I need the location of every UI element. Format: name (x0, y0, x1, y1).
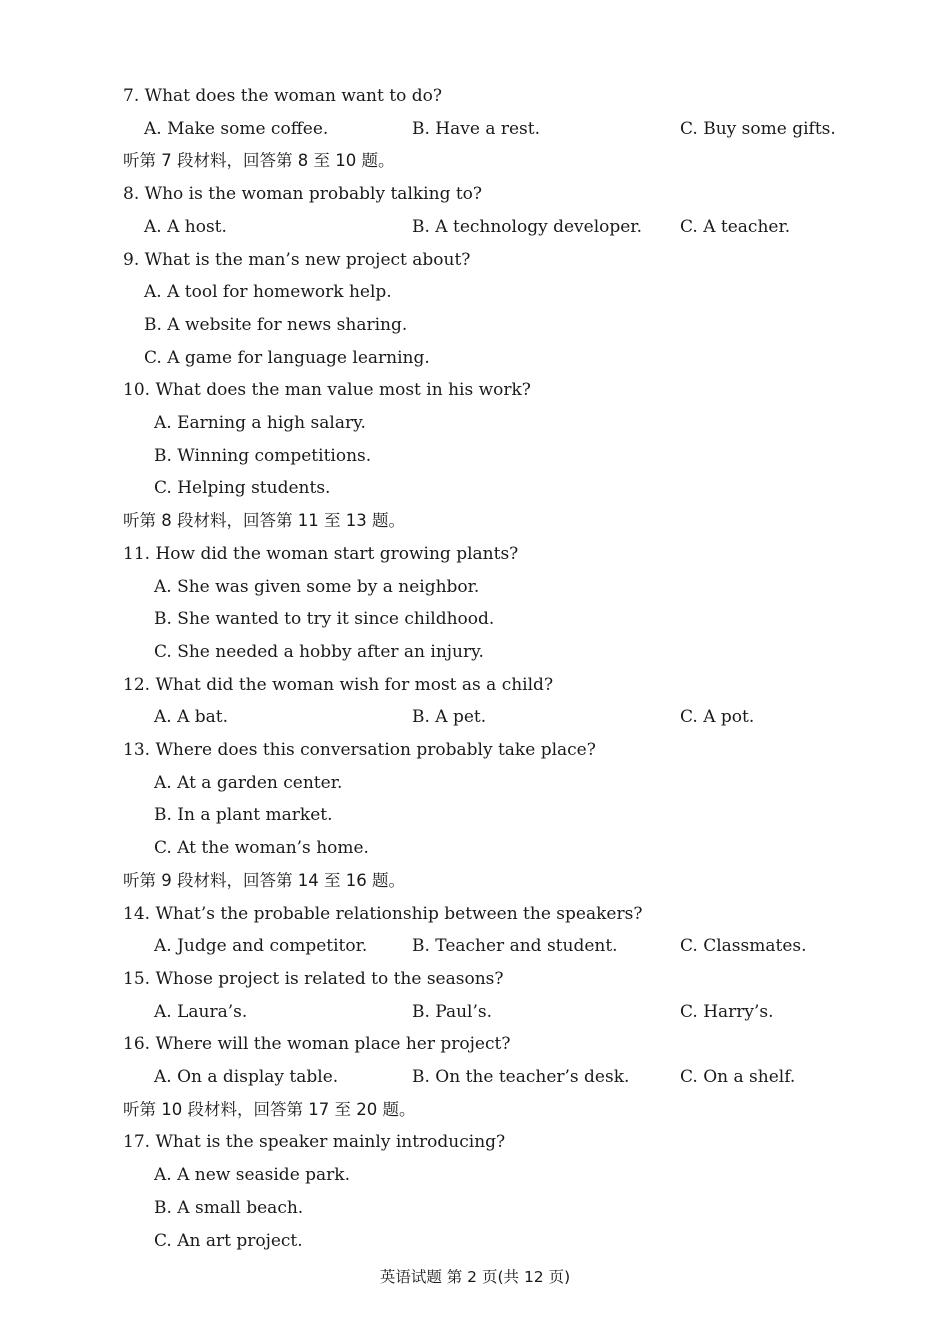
answer-option: B. She wanted to try it since childhood. (154, 609, 495, 629)
answer-option: A. A new seaside park. (154, 1165, 351, 1185)
section-instruction: 听第 9 段材料，回答第 14 至 16 题。 (123, 871, 405, 890)
answer-option: C. A game for language learning. (144, 348, 430, 368)
answer-options-row (0, 801, 950, 829)
answer-option: C. Classmates. (680, 936, 807, 956)
answer-options-row (0, 474, 950, 502)
answer-option: C. Helping students. (154, 478, 331, 498)
answer-option: A. She was given some by a neighbor. (154, 577, 480, 597)
answer-option: B. Teacher and student. (412, 936, 618, 956)
question-stem: 9. What is the man’s new project about? (123, 250, 471, 270)
answer-option: C. She needed a hobby after an injury. (154, 642, 484, 662)
answer-options-row (0, 311, 950, 339)
answer-options-row (0, 344, 950, 372)
answer-options-row (0, 932, 950, 960)
answer-options-row (0, 573, 950, 601)
answer-option: C. A teacher. (680, 217, 791, 237)
answer-options-row (0, 1194, 950, 1222)
answer-option: A. Make some coffee. (144, 119, 329, 139)
answer-option: A. A host. (144, 217, 227, 237)
answer-options-row (0, 769, 950, 797)
answer-option: A. A bat. (154, 707, 229, 727)
answer-options-row (0, 442, 950, 470)
question-stem: 11. How did the woman start growing plants? (123, 544, 519, 564)
page-footer: 英语试题 第 2 页(共 12 页) (379, 1268, 571, 1286)
question-stem: 13. Where does this conversation probably take place? (123, 740, 596, 760)
answer-option: B. On the teacher’s desk. (412, 1067, 630, 1087)
answer-option: A. On a display table. (154, 1067, 339, 1087)
question-stem: 8. Who is the woman probably talking to? (123, 184, 483, 204)
answer-option: C. Harry’s. (680, 1002, 774, 1022)
answer-options-row (0, 278, 950, 306)
answer-options-row (0, 409, 950, 437)
section-instruction: 听第 10 段材料，回答第 17 至 20 题。 (123, 1100, 416, 1119)
answer-options-row (0, 703, 950, 731)
answer-options-row (0, 1063, 950, 1091)
answer-options-row (0, 1161, 950, 1189)
answer-option: A. At a garden center. (154, 773, 343, 793)
answer-option: C. At the woman’s home. (154, 838, 369, 858)
answer-option: A. Judge and competitor. (154, 936, 368, 956)
answer-option: B. A website for news sharing. (144, 315, 408, 335)
answer-option: A. Laura’s. (154, 1002, 248, 1022)
answer-option: B. A small beach. (154, 1198, 304, 1218)
answer-option: A. A tool for homework help. (144, 282, 392, 302)
answer-options-row (0, 834, 950, 862)
answer-option: C. A pot. (680, 707, 755, 727)
question-stem: 15. Whose project is related to the seasons? (123, 969, 504, 989)
question-stem: 17. What is the speaker mainly introducing? (123, 1132, 506, 1152)
answer-option: B. A pet. (412, 707, 487, 727)
answer-options-row (0, 998, 950, 1026)
answer-option: B. Paul’s. (412, 1002, 493, 1022)
answer-options-row (0, 115, 950, 143)
question-stem: 14. What’s the probable relationship between the speakers? (123, 904, 643, 924)
question-stem: 12. What did the woman wish for most as a child? (123, 675, 554, 695)
answer-options-row (0, 213, 950, 241)
question-stem: 7. What does the woman want to do? (123, 86, 442, 106)
answer-option: B. In a plant market. (154, 805, 333, 825)
section-instruction: 听第 8 段材料，回答第 11 至 13 题。 (123, 511, 405, 530)
answer-option: C. An art project. (154, 1231, 303, 1251)
section-instruction: 听第 7 段材料，回答第 8 至 10 题。 (123, 151, 395, 170)
answer-option: B. Winning competitions. (154, 446, 372, 466)
answer-options-row (0, 605, 950, 633)
answer-option: A. Earning a high salary. (154, 413, 366, 433)
answer-options-row (0, 1227, 950, 1255)
answer-option: B. Have a rest. (412, 119, 541, 139)
question-stem: 10. What does the man value most in his work? (123, 380, 531, 400)
answer-option: B. A technology developer. (412, 217, 642, 237)
answer-options-row (0, 638, 950, 666)
answer-option: C. Buy some gifts. (680, 119, 836, 139)
question-stem: 16. Where will the woman place her project? (123, 1034, 511, 1054)
answer-option: C. On a shelf. (680, 1067, 796, 1087)
